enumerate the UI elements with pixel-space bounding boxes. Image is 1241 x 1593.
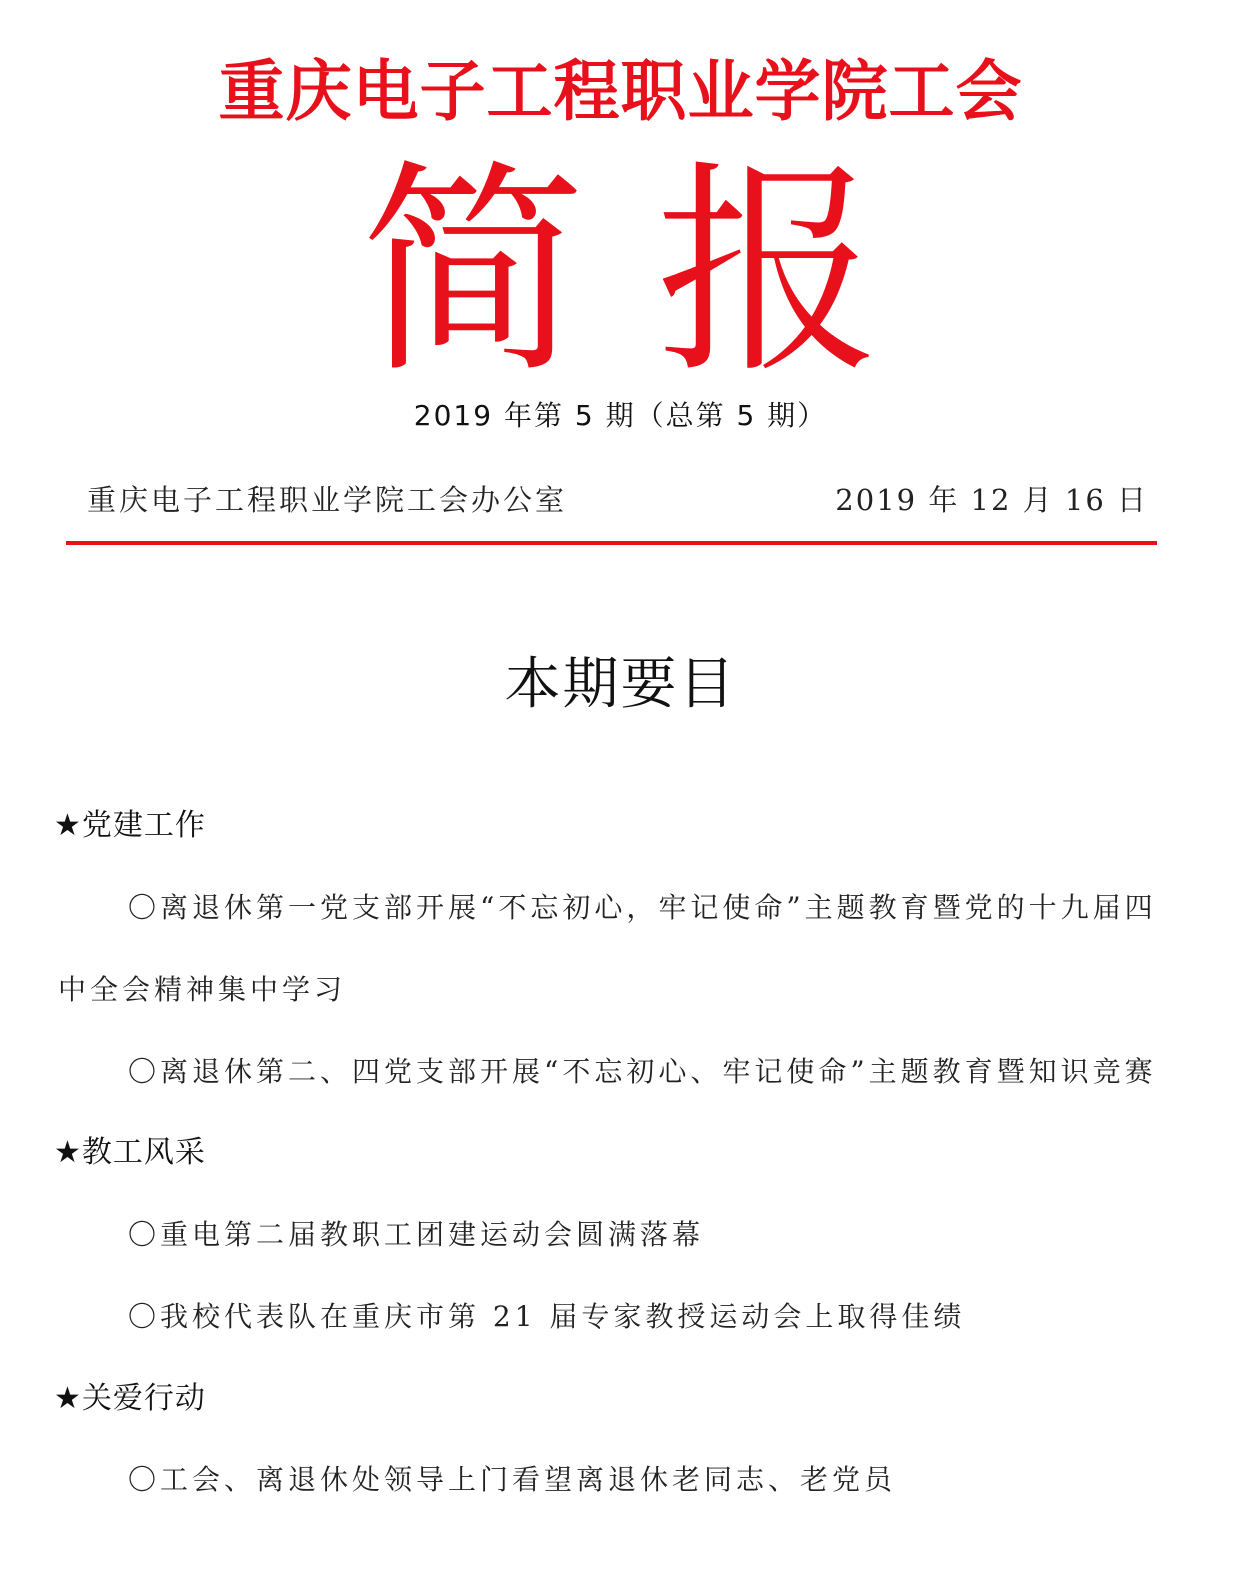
masthead-title: 简报 bbox=[360, 142, 951, 404]
red-divider bbox=[66, 541, 1157, 545]
issue-date: 2019 年 12 月 16 日 bbox=[835, 483, 1148, 517]
list-item: 〇离退休第一党支部开展“不忘初心，牢记使命”主题教育暨党的十九届四 bbox=[128, 891, 1157, 924]
list-item: 〇工会、离退休处领导上门看望离退休老同志、老党员 bbox=[128, 1463, 897, 1496]
org-title: 重庆电子工程职业学院工会 bbox=[218, 53, 1023, 130]
list-item-continuation: 中全会精神集中学习 bbox=[58, 973, 347, 1006]
issue-number: 2019 年第 5 期（总第 5 期） bbox=[413, 399, 828, 432]
list-item: 〇离退休第二、四党支部开展“不忘初心、牢记使命”主题教育暨知识竞赛 bbox=[128, 1055, 1157, 1088]
section-title-care-action: ★关爱行动 bbox=[54, 1381, 206, 1416]
list-item: 〇我校代表队在重庆市第 21 届专家教授运动会上取得佳绩 bbox=[128, 1300, 966, 1333]
toc-heading: 本期要目 bbox=[504, 652, 737, 717]
section-title-party-building: ★党建工作 bbox=[54, 808, 206, 843]
list-item: 〇重电第二届教职工团建运动会圆满落幕 bbox=[128, 1218, 705, 1251]
section-title-staff-style: ★教工风采 bbox=[54, 1135, 206, 1170]
issuing-office: 重庆电子工程职业学院工会办公室 bbox=[87, 483, 568, 517]
